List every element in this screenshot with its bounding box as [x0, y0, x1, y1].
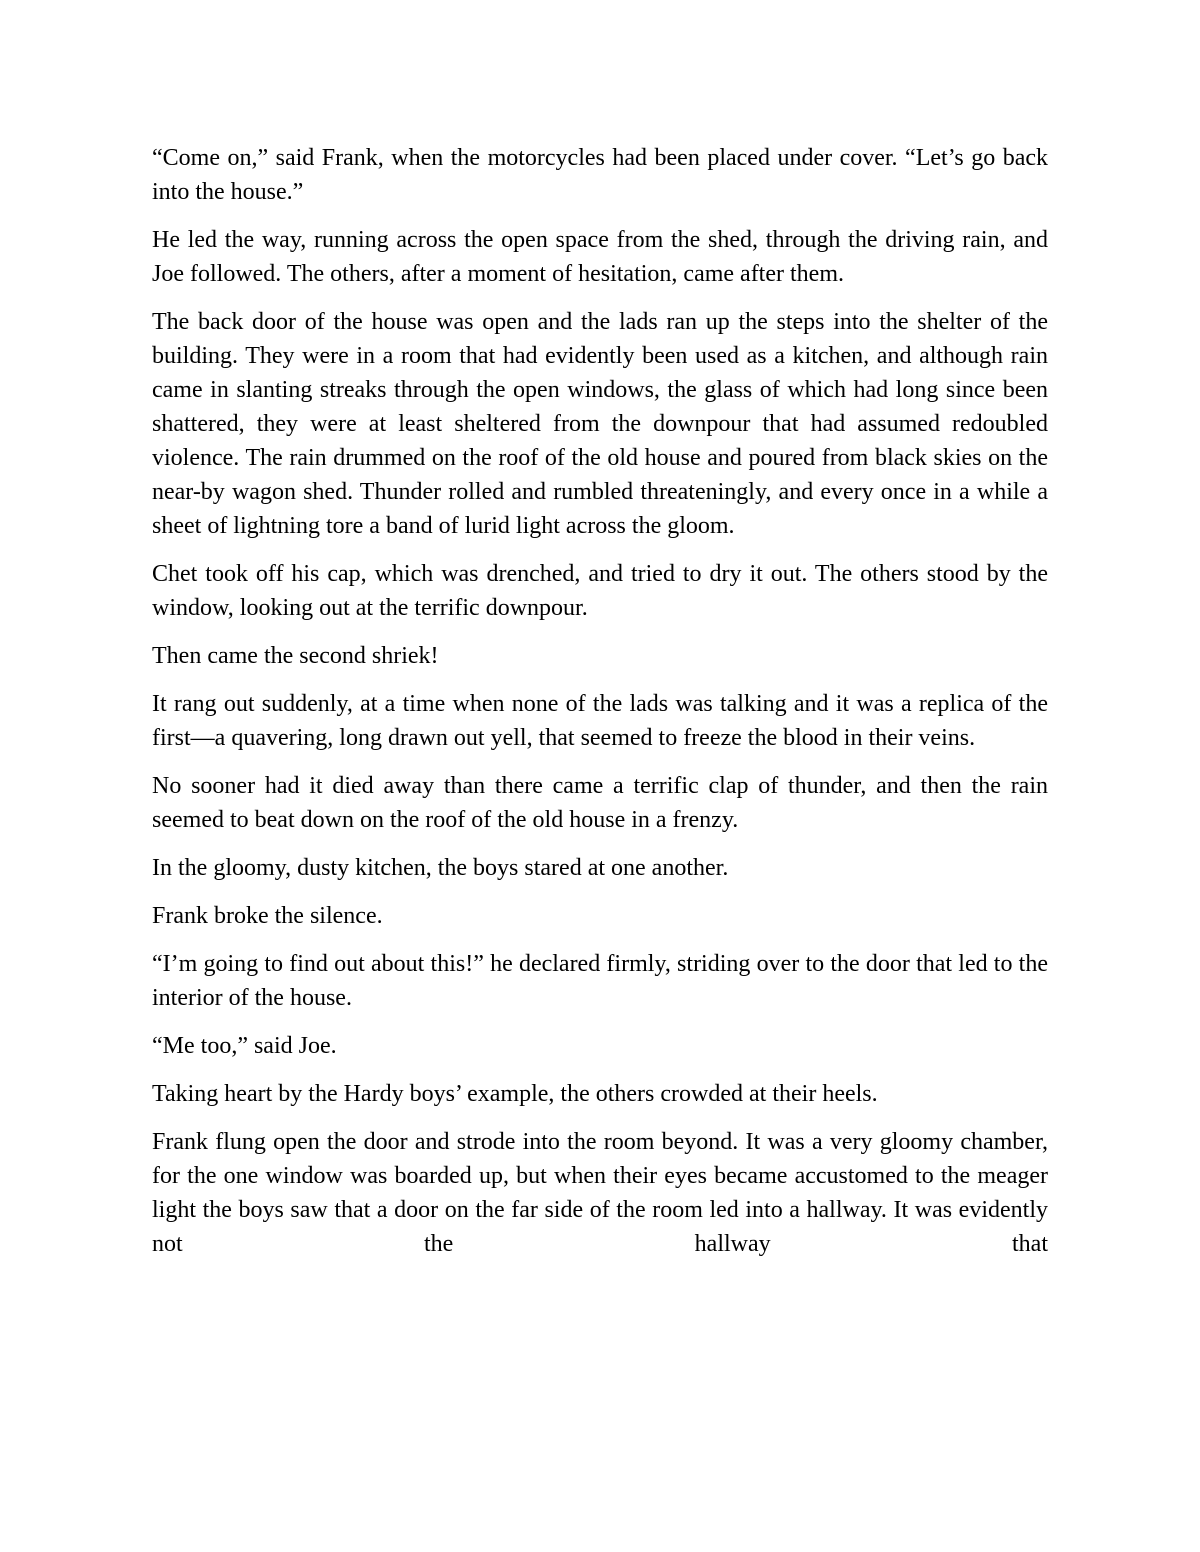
paragraph: He led the way, running across the open space from the shed, through the driving rain, and Joe followed. The others, after a moment of hesitation, came after them. — [152, 227, 1048, 287]
paragraph: Then came the second shriek! — [152, 643, 439, 669]
paragraph: It rang out suddenly, at a time when none of the lads was talking and it was a replica of the first—a quavering, long drawn out yell, that seemed to freeze the blood in their veins. — [152, 691, 1048, 751]
paragraph: In the gloomy, dusty kitchen, the boys stared at one another. — [152, 855, 729, 881]
paragraph: “Me too,” said Joe. — [152, 1033, 337, 1059]
paragraph: Frank flung open the door and strode into the room beyond. It was a very gloomy chamber, for the one window was boarded up, but when their eyes became accustomed to the meager light the boys saw that a door on the far side of the room led into a hallway. It was evidently not the hallway that — [152, 1129, 1048, 1257]
paragraph: “Come on,” said Frank, when the motorcycles had been placed under cover. “Let’s go back into the house.” — [152, 145, 1048, 205]
paragraph: “I’m going to find out about this!” he declared firmly, striding over to the door that led to the interior of the house. — [152, 951, 1048, 1011]
paragraph: Frank broke the silence. — [152, 903, 383, 929]
paragraph: The back door of the house was open and the lads ran up the steps into the shelter of the building. They were in a room that had evidently been used as a kitchen, and although rain came in slanting streaks through the open windows, the glass of which had long since been shattered, they were at least sheltered from the downpour that had assumed redoubled violence. The rain drummed on the roof of the old house and poured from black skies on the near-by wagon shed. Thunder rolled and rumbled threateningly, and every once in a while a sheet of lightning tore a band of lurid light across the gloom. — [152, 309, 1048, 539]
paragraph: No sooner had it died away than there came a terrific clap of thunder, and then the rain seemed to beat down on the roof of the old house in a frenzy. — [152, 773, 1048, 833]
paragraph: Chet took off his cap, which was drenched, and tried to dry it out. The others stood by the window, looking out at the terrific downpour. — [152, 561, 1048, 621]
paragraph: Taking heart by the Hardy boys’ example, the others crowded at their heels. — [152, 1081, 878, 1107]
